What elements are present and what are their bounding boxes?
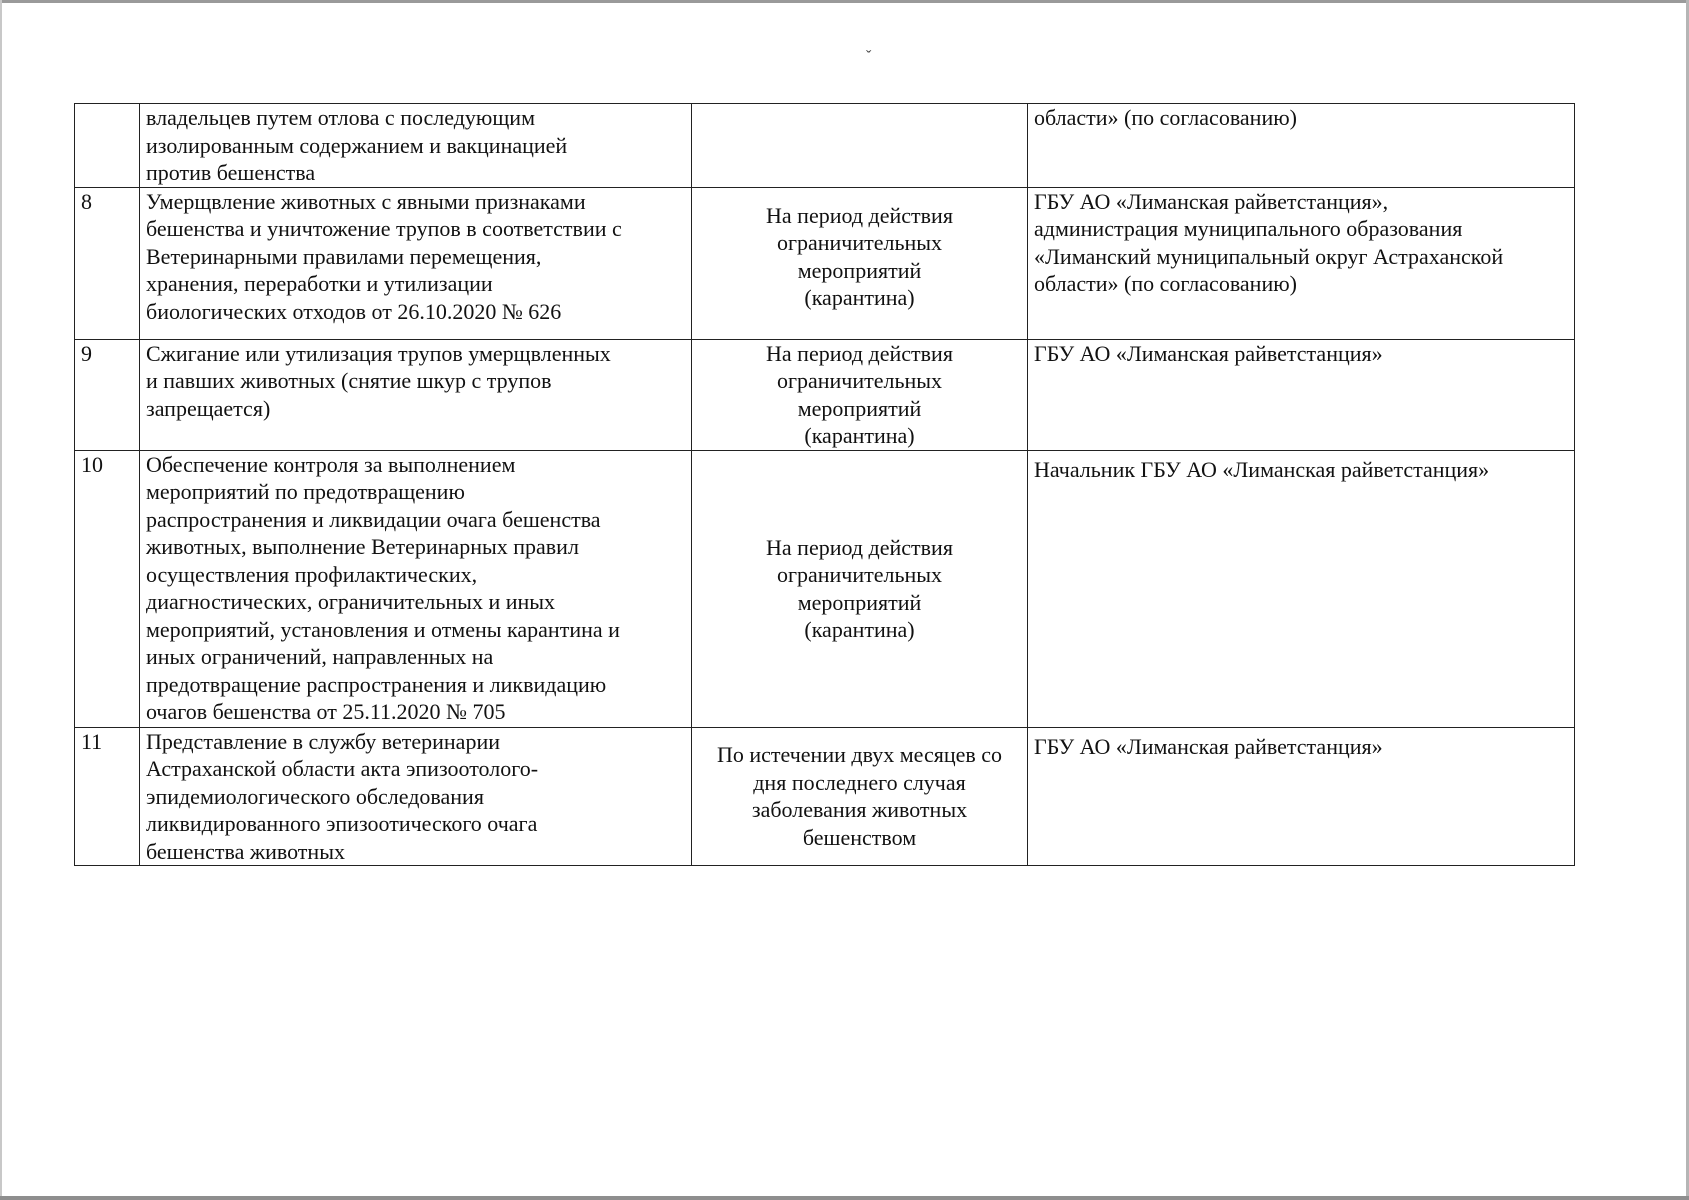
scan-edge-left	[0, 0, 2, 1200]
action-line: бешенства и уничтожение трупов в соответствии с	[146, 216, 622, 241]
term-line: (карантина)	[804, 285, 915, 310]
action-line: Представление в службу ветеринарии	[146, 728, 500, 754]
responsible-line: области» (по согласованию)	[1034, 105, 1297, 130]
action-line: иных ограничений, направленных на	[146, 644, 494, 669]
row-number: 9	[75, 339, 140, 450]
action-line: биологических отходов от 26.10.2020 № 626	[146, 298, 562, 324]
term-line: мероприятий	[797, 257, 922, 283]
action-line: и павших животных (снятие шкур с трупов	[146, 368, 552, 393]
row-number: 10	[75, 450, 140, 727]
term-line: На период действия	[766, 202, 953, 228]
term-line: На период действия	[766, 534, 953, 560]
term-line: мероприятий	[797, 395, 922, 421]
action-line: Ветеринарными правилами перемещения,	[146, 243, 542, 269]
term-cell	[692, 727, 1028, 866]
action-line: Умерщвление животных с явными признаками	[146, 188, 586, 214]
action-line: запрещается)	[146, 395, 271, 421]
term-line: бешенством	[802, 824, 917, 850]
row-number: 8	[75, 187, 140, 339]
table-row	[75, 450, 1575, 727]
action-line: очагов бешенства от 25.11.2020 № 705	[146, 699, 506, 724]
action-line: осуществления профилактических,	[146, 561, 478, 587]
action-line: изолированным содержанием и вакцинацией	[146, 132, 568, 158]
responsible-cell	[1028, 339, 1575, 450]
action-line: ликвидированного эпизоотического очага	[146, 811, 538, 836]
action-line: животных, выполнение Ветеринарных правил	[146, 534, 579, 559]
action-line: распространения и ликвидации очага бешенства	[146, 506, 601, 532]
term-line: заболевания животных	[751, 797, 968, 823]
term-cell	[692, 450, 1028, 727]
action-line: эпидемиологического обследования	[146, 783, 484, 809]
action-cell	[140, 450, 692, 727]
term-cell	[692, 104, 1028, 188]
table-row	[75, 187, 1575, 339]
action-line: Астраханской области акта эпизоотолого-	[146, 756, 539, 781]
responsible-line: области» (по согласованию)	[1034, 271, 1297, 296]
term-line: мероприятий	[797, 589, 922, 615]
action-line: хранения, переработки и утилизации	[146, 271, 493, 296]
action-line: диагностических, ограничительных и иных	[146, 589, 556, 614]
table-row	[75, 339, 1575, 450]
responsible-line: «Лиманский муниципальный округ Астраханской	[1034, 243, 1504, 269]
responsible-line: Начальник ГБУ АО «Лиманская райветстанция»	[1034, 456, 1490, 482]
term-line: (карантина)	[804, 617, 915, 642]
term-cell	[692, 187, 1028, 339]
scan-edge-bottom	[0, 1196, 1689, 1200]
responsible-line: ГБУ АО «Лиманская райветстанция»	[1034, 733, 1383, 759]
action-line: против бешенства	[146, 160, 316, 185]
term-cell	[692, 339, 1028, 450]
action-line: Обеспечение контроля за выполнением	[146, 451, 516, 477]
action-cell	[140, 104, 692, 188]
term-line: По истечении двух месяцев со	[716, 742, 1003, 768]
measures-table	[74, 103, 1575, 866]
responsible-cell	[1028, 450, 1575, 727]
table-row	[75, 727, 1575, 866]
action-line: предотвращение распространения и ликвидацию	[146, 671, 607, 697]
action-cell	[140, 339, 692, 450]
responsible-cell	[1028, 104, 1575, 188]
term-line: дня последнего случая	[753, 769, 966, 795]
action-line: мероприятий, установления и отмены карантина и	[146, 616, 620, 642]
term-line: ограничительных	[776, 368, 943, 393]
scan-edge-top	[0, 0, 1689, 3]
term-line: ограничительных	[776, 230, 943, 255]
action-line: бешенства животных	[146, 838, 345, 864]
action-cell	[140, 187, 692, 339]
action-line: мероприятий по предотвращению	[146, 479, 465, 504]
term-line: ограничительных	[776, 562, 943, 587]
action-line: владельцев путем отлова с последующим	[146, 105, 535, 130]
responsible-cell	[1028, 727, 1575, 866]
row-number: 11	[75, 727, 140, 866]
responsible-line: администрация муниципального образования	[1034, 216, 1463, 241]
term-line: На период действия	[766, 340, 953, 366]
page-mark: ˇ	[866, 48, 872, 65]
responsible-line: ГБУ АО «Лиманская райветстанция»,	[1034, 188, 1389, 214]
table-row	[75, 104, 1575, 188]
responsible-line: ГБУ АО «Лиманская райветстанция»	[1034, 340, 1383, 366]
action-line: Сжигание или утилизация трупов умерщвленных	[146, 340, 611, 366]
responsible-cell	[1028, 187, 1575, 339]
row-number	[75, 104, 140, 188]
term-line: (карантина)	[804, 423, 915, 448]
action-cell	[140, 727, 692, 866]
